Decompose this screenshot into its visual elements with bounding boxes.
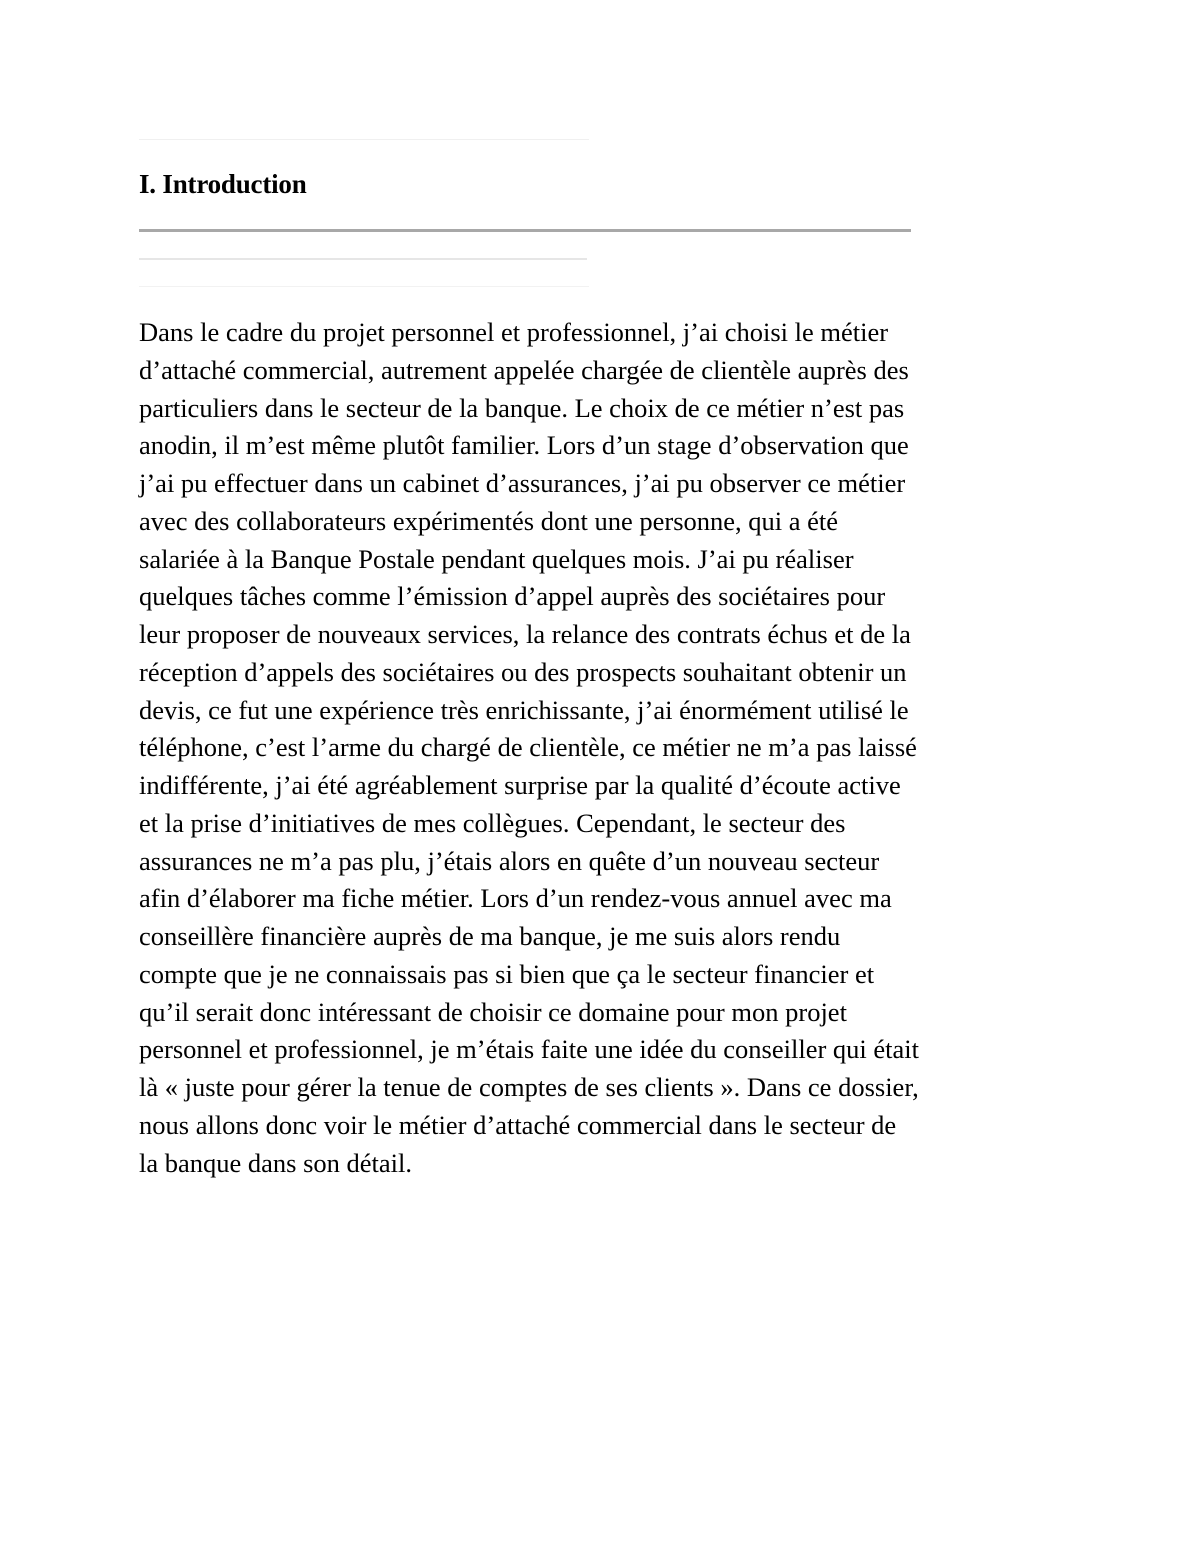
paragraph-line: quelques tâches comme l’émission d’appel auprès des sociétaires pour: [139, 581, 886, 612]
paragraph-line: réception d’appels des sociétaires ou des prospects souhaitant obtenir un: [139, 656, 907, 687]
paragraph-line: avec des collaborateurs expérimentés dont une personne, qui a été: [139, 505, 839, 536]
section-heading: I. Introduction: [139, 169, 307, 199]
paragraph-line: assurances ne m’a pas plu, j’étais alors en quête d’un nouveau secteur: [139, 845, 880, 876]
top-faint-rule: [139, 139, 589, 140]
paragraph-line: et la prise d’initiatives de mes collègues. Cependant, le secteur des: [139, 807, 846, 838]
paragraph-line: d’attaché commercial, autrement appelée chargée de clientèle auprès des: [139, 354, 909, 385]
paragraph-line: compte que je ne connaissais pas si bien que ça le secteur financier et: [139, 958, 875, 989]
paragraph-line: la banque dans son détail.: [139, 1147, 413, 1178]
paragraph-line: salariée à la Banque Postale pendant quelques mois. J’ai pu réaliser: [139, 543, 854, 574]
faint-rule: [139, 286, 589, 287]
paragraph-line: nous allons donc voir le métier d’attaché commercial dans le secteur de: [139, 1109, 897, 1140]
paragraph-line: conseillère financière auprès de ma banque, je me suis alors rendu: [139, 921, 841, 951]
paragraph-line: Dans le cadre du projet personnel et professionnel, j’ai choisi le métier: [139, 317, 889, 347]
paragraph-line: anodin, il m’est même plutôt familier. Lors d’un stage d’observation que: [139, 430, 909, 461]
introduction-paragraph: [139, 314, 1069, 1182]
paragraph-line: téléphone, c’est l’arme du chargé de clientèle, ce métier ne m’a pas laissé: [139, 732, 917, 763]
paragraph-line: j’ai pu effectuer dans un cabinet d’assurances, j’ai pu observer ce métier: [139, 468, 906, 498]
secondary-rule: [139, 258, 587, 260]
paragraph-line: là « juste pour gérer la tenue de comptes de ses clients ». Dans ce dossier,: [139, 1072, 919, 1102]
paragraph-line: particuliers dans le secteur de la banque. Le choix de ce métier n’est pas: [139, 392, 905, 423]
paragraph-line: leur proposer de nouveaux services, la relance des contrats échus et de la: [139, 619, 911, 649]
paragraph-line: devis, ce fut une expérience très enrichissante, j’ai énormément utilisé le: [139, 694, 909, 725]
paragraph-line: personnel et professionnel, je m’étais faite une idée du conseiller qui était: [139, 1034, 920, 1065]
paragraph-line: afin d’élaborer ma fiche métier. Lors d’un rendez-vous annuel avec ma: [139, 883, 892, 914]
paragraph-line: qu’il serait donc intéressant de choisir ce domaine pour mon projet: [139, 996, 847, 1027]
heading-underline-rule: [139, 229, 911, 232]
paragraph-line: indifférente, j’ai été agréablement surprise par la qualité d’écoute active: [139, 770, 901, 800]
